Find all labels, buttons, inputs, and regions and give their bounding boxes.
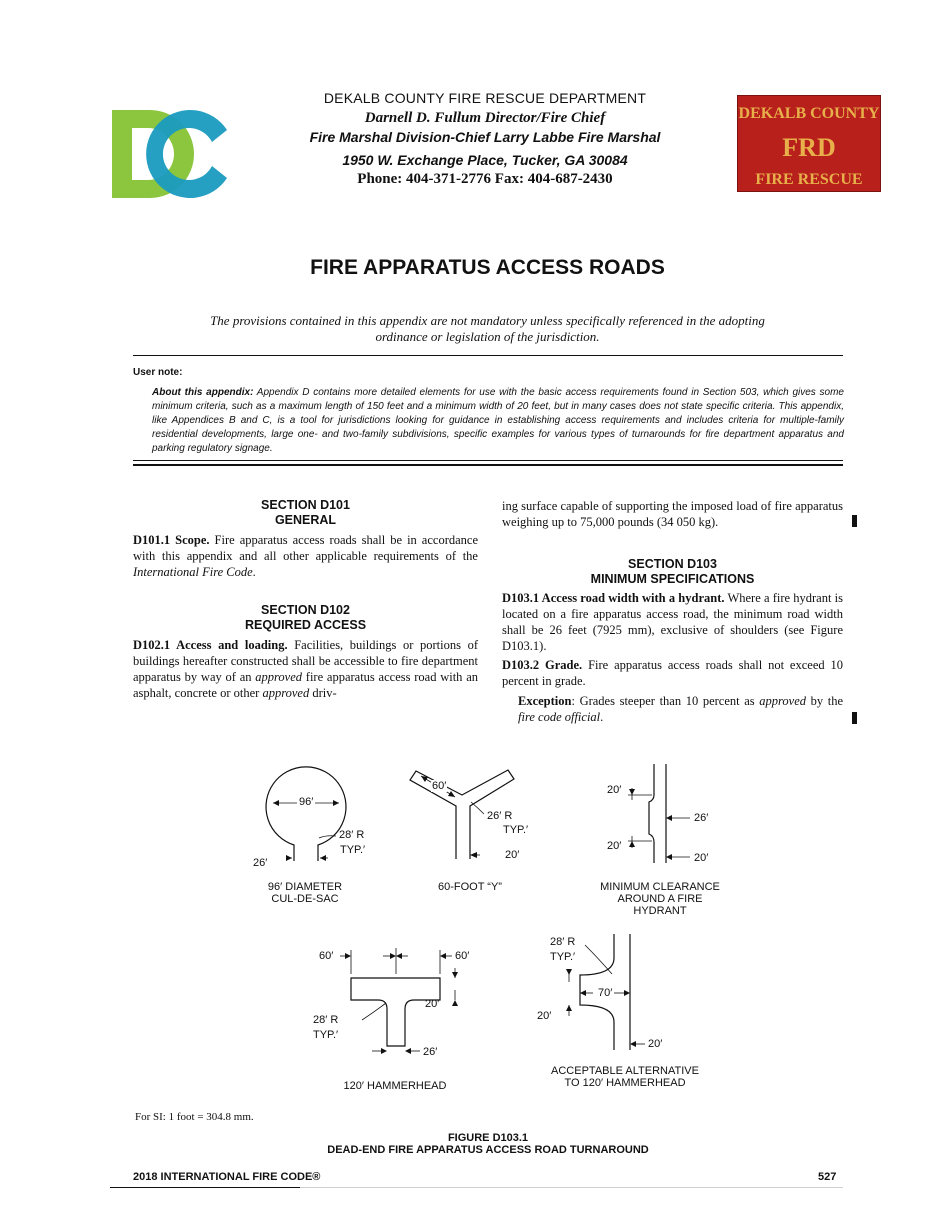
para-lead: D101.1 Scope. xyxy=(133,533,210,547)
dc-logo xyxy=(110,108,230,200)
para-text: . xyxy=(600,710,604,724)
revision-marker xyxy=(852,712,857,724)
para-text: Where a fire hydrant is located on a fire apparatus access road, the minimum road width shall be 26 feet (7925 mm), exclusive of shoulders (see Figure D103.1). xyxy=(502,591,843,653)
paragraph-d102-1-continued: ing surface capable of supporting the imposed load of fire apparatus weighing up to 75,000 pounds (34 050 kg). xyxy=(502,499,843,529)
user-note-label: User note: xyxy=(133,367,183,378)
badge-top-text: DEKALB COUNTY xyxy=(738,105,880,122)
paragraph-d101-1 xyxy=(133,532,478,580)
cul-de-sac-diameter-label: 96′ xyxy=(299,796,314,808)
y-angle-label: 60′ xyxy=(432,780,447,792)
user-note-text: Appendix D contains more detailed elements for use with the basic access requirements found in Section 503, which gives some minimum criteria, such as a maximum length of 150 feet and a minimum width of 20 feet, but in many cases does not state specific criteria. This appendix, like Appendices B and C, is a tool for jurisdictions looking for guidance in establishing access requirements and includes criteria for multiple-family residential developments, large one- and two-family subdivisions, specific examples for various types of turnarounds for fire department apparatus and parking regulatory signage. xyxy=(152,387,844,454)
figure-number: FIGURE D103.1 xyxy=(447,1132,529,1144)
para-text: fire apparatus access road with an asphalt, concrete or other xyxy=(133,670,478,700)
hammerhead-right-label: 60′ xyxy=(455,950,470,962)
director-line: Darnell D. Fullum Director/Fire Chief xyxy=(364,110,606,126)
y-typ-label: TYP.′ xyxy=(503,824,529,836)
footer-faint-rule xyxy=(300,1187,843,1188)
org-name: DEKALB COUNTY FIRE RESCUE DEPARTMENT xyxy=(323,90,647,106)
para-text: Fire apparatus access roads shall not exceed 10 percent in grade. xyxy=(502,658,843,688)
para-lead: D102.1 Access and loading. xyxy=(133,638,288,652)
caption-line: AROUND A FIRE xyxy=(617,893,703,905)
para-text: Fire apparatus access roads shall be in accordance with this appendix and all other applicable requirements of the xyxy=(133,533,479,563)
footer-title: 2018 INTERNATIONAL FIRE CODE® xyxy=(133,1171,321,1183)
divider xyxy=(133,464,843,466)
paragraph-d102-1 xyxy=(133,637,478,701)
section-title: SECTION D101 xyxy=(261,498,350,512)
para-lead: D103.1 Access road width with a hydrant. xyxy=(502,591,725,605)
caption-line: 96′ DIAMETER xyxy=(267,881,343,893)
y-caption: 60-FOOT “Y” xyxy=(438,881,502,893)
hydrant-caption xyxy=(580,881,740,917)
section-subtitle: GENERAL xyxy=(274,513,337,527)
hammerhead-depth-label: 20′ xyxy=(425,998,440,1010)
para-italic: International Fire Code xyxy=(133,565,253,579)
para-italic: approved xyxy=(759,694,806,708)
provisions-note: The provisions contained in this appendix are not mandatory unless specifically referenced in the adopting ordinance or legislation of the jurisdiction. xyxy=(210,313,765,344)
alternative-depth-label: 20′ xyxy=(537,1010,552,1022)
hammerhead-left-label: 60′ xyxy=(319,950,334,962)
para-text: . xyxy=(252,565,256,579)
si-conversion-note: For SI: 1 foot = 304.8 mm. xyxy=(135,1111,254,1123)
hammerhead-radius-label: 28′ R xyxy=(313,1014,339,1026)
figure-caption xyxy=(250,1132,726,1156)
paragraph-d103-1 xyxy=(502,590,843,654)
badge-bottom-text: FIRE RESCUE xyxy=(755,171,863,188)
cul-de-sac-width-label: 26′ xyxy=(253,857,268,869)
hydrant-road-width-label: 26′ xyxy=(694,812,709,824)
badge-monogram: FRD xyxy=(782,133,836,162)
user-note-body xyxy=(152,386,844,456)
divider xyxy=(133,460,843,461)
para-text: Facilities, buildings or portions of buildings hereafter constructed shall be accessible to fire department apparatus by way of an xyxy=(133,638,478,684)
para-text: : Grades steeper than 10 percent as xyxy=(571,694,760,708)
section-subtitle: MINIMUM SPECIFICATIONS xyxy=(590,572,755,586)
section-subtitle: REQUIRED ACCESS xyxy=(244,618,367,632)
para-italic: fire code official xyxy=(518,710,601,724)
para-text: by the xyxy=(806,694,843,708)
cul-de-sac-caption xyxy=(230,881,380,905)
figure-title: DEAD-END FIRE APPARATUS ACCESS ROAD TURNAROUND xyxy=(327,1144,649,1156)
y-radius-label: 26′ R xyxy=(487,810,513,822)
figure-d103-1-diagrams xyxy=(0,750,950,1100)
para-text: driv- xyxy=(309,686,337,700)
alternative-radius-label: 28′ R xyxy=(550,936,576,948)
marshal-line: Fire Marshal Division-Chief Larry Labbe Fire Marshal xyxy=(309,129,661,145)
divider xyxy=(133,355,843,356)
caption-line: TO 120′ HAMMERHEAD xyxy=(564,1077,686,1089)
alternative-length-label: 70′ xyxy=(598,987,613,999)
page-number: 527 xyxy=(818,1171,837,1183)
hydrant-top-label: 20′ xyxy=(607,784,622,796)
alternative-caption xyxy=(530,1065,720,1089)
section-d102-heading xyxy=(133,603,478,633)
alternative-typ-label: TYP.′ xyxy=(550,951,576,963)
caption-line: CUL-DE-SAC xyxy=(271,893,339,905)
revision-marker xyxy=(852,515,857,527)
section-d101-heading xyxy=(133,498,478,528)
phone-fax-line: Phone: 404-371-2776 Fax: 404-687-2430 xyxy=(357,171,613,187)
caption-line: MINIMUM CLEARANCE xyxy=(600,881,720,893)
cul-de-sac-typ-label: TYP.′ xyxy=(340,844,366,856)
page-title: FIRE APPARATUS ACCESS ROADS xyxy=(310,256,665,279)
hydrant-bottom-label: 20′ xyxy=(607,840,622,852)
section-title: SECTION D102 xyxy=(261,603,350,617)
section-title: SECTION D103 xyxy=(628,557,717,571)
alternative-width-label: 20′ xyxy=(648,1038,663,1050)
para-italic: approved xyxy=(262,686,310,700)
hydrant-width-label: 20′ xyxy=(694,852,709,864)
user-note-lead: About this appendix: xyxy=(152,387,254,398)
exception-paragraph xyxy=(518,693,843,725)
hammerhead-typ-label: TYP.′ xyxy=(313,1029,339,1041)
para-lead: D103.2 Grade. xyxy=(502,658,583,672)
address-line: 1950 W. Exchange Place, Tucker, GA 30084 xyxy=(342,152,628,168)
hammerhead-caption: 120′ HAMMERHEAD xyxy=(343,1080,447,1092)
fire-rescue-badge xyxy=(737,95,881,192)
para-italic: approved xyxy=(255,670,303,684)
hammerhead-width-label: 26′ xyxy=(423,1046,438,1058)
caption-line: ACCEPTABLE ALTERNATIVE xyxy=(551,1065,699,1077)
caption-line: HYDRANT xyxy=(633,905,687,917)
footer-rule xyxy=(110,1187,300,1188)
cul-de-sac-radius-label: 28′ R xyxy=(339,829,365,841)
paragraph-d103-2 xyxy=(502,657,843,689)
section-d103-heading xyxy=(502,557,843,587)
para-lead: Exception xyxy=(518,694,572,708)
y-width-label: 20′ xyxy=(505,849,520,861)
